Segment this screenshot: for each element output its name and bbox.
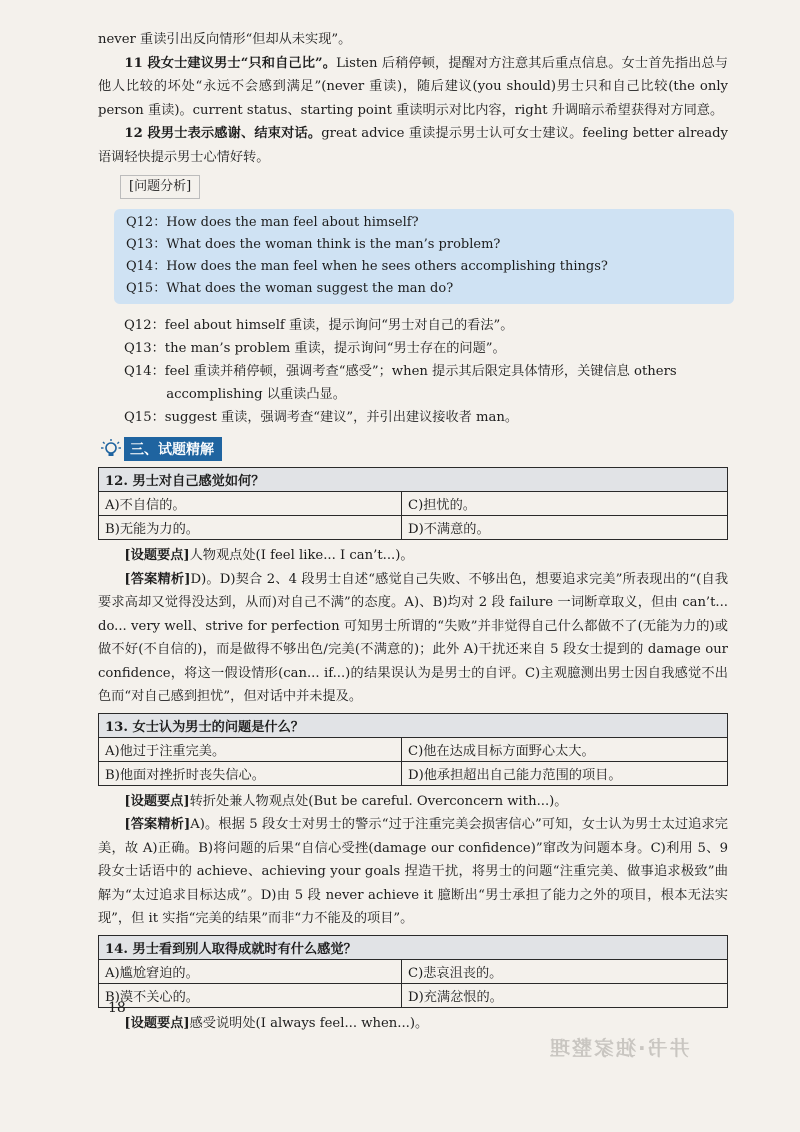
question-q15: Q15：What does the woman suggest the man do?	[126, 281, 454, 296]
section-heading	[100, 437, 728, 461]
q14-option-c: C)悲哀沮丧的。	[402, 959, 728, 983]
q12-key-text: 人物观点处(I feel like... I can’t...)。	[189, 548, 414, 563]
paragraph-12	[98, 122, 728, 169]
question-q13: Q13：What does the woman think is the man’s problem?	[126, 237, 501, 252]
q13-key-text: 转折处兼人物观点处(But be careful. Overconcern with...)。	[189, 793, 568, 809]
question-q14: Q14：How does the man feel when he sees others accomplishing things?	[126, 259, 608, 274]
note-q12: Q12：feel about himself 重读，提示询问“男士对自己的看法”。	[124, 318, 514, 333]
q12-answer-text: D)。D)契合 2、4 段男士自述“感觉自己失败、不够出色，想要追求完美”所表现出的“(自我要求高却又觉得没达到，从而)对自己不满”的态度。A)、B)均对 2 段 failure 一词断章取义，但由 can’t... do... very well、strive for perfection 可知男士所谓的“失败”并非觉得自己什么都做不了(无能为力的)或做不好(不自信的)，而是做得不够出色/完美(不满意的)；此外 A)干扰还来自 5 段女士提到的 damage our confidence，将这一假设情形(can... if...)的结果误认为是男士的自评。C)主观臆测出男士因自我感觉不出色而“对自己感到担忧”，但对话中并未提及。	[98, 571, 729, 704]
footer-watermark: 井书·独家整理	[548, 1036, 690, 1060]
paragraph-12-text: great advice 重读提示男士认可女士建议。feeling better already 语调轻快提示男士心情好转。	[98, 126, 728, 165]
q14-key-label: [设题要点]	[124, 1015, 190, 1031]
q13-option-b: B)他面对挫折时丧失信心。	[99, 761, 402, 785]
content	[98, 28, 728, 1035]
q12-option-b: B)无能为力的。	[99, 516, 402, 540]
q13-option-a: A)他过于注重完美。	[99, 737, 402, 761]
q13-key-label: [设题要点]	[124, 793, 190, 809]
q14-option-a: A)尴尬窘迫的。	[99, 959, 402, 983]
paragraph-11-label: 11 段女士建议男士“只和自己比”。	[124, 55, 337, 71]
section-title: 三、试题精解	[124, 437, 222, 461]
q13-key	[98, 790, 728, 814]
paragraph-11	[98, 52, 728, 123]
q13-answer	[98, 813, 728, 931]
q14-table	[98, 935, 728, 1008]
q13-answer-label: [答案精析]	[124, 817, 191, 832]
q14-key-text: 感受说明处(I always feel... when...)。	[189, 1015, 429, 1031]
q12-option-c: C)担忧的。	[402, 492, 728, 516]
q13-answer-text: A)。根据 5 段女士对男士的警示“过于注重完美会损害信心”可知，女士认为男士太过追求完美，故 A)正确。B)将问题的后果“自信心受挫(damage our confidence)”窜改为问题本身。C)利用 5、9 段女士话语中的 achieve、achieving your goals 捏造干扰，将男士的问题“注重完美、做事追求极致”曲解为“太过追求目标达成”。D)由 5 段 never achieve it 臆断出“男士承担了能力之外的项目，根本无法实现”，但 it 实指“完美的结果”而非“力不能及的项目”。	[98, 817, 728, 926]
q14-option-b: B)漠不关心的。	[99, 983, 402, 1007]
question-analysis-tag: [问题分析]	[120, 175, 200, 199]
question-notes	[124, 314, 728, 429]
question-list-box	[114, 209, 734, 304]
q12-option-d: D)不满意的。	[402, 516, 728, 540]
q13-stem: 13. 女士认为男士的问题是什么？	[99, 713, 728, 737]
q14-stem: 14. 男士看到别人取得成就时有什么感觉？	[99, 935, 728, 959]
page-number: 18	[108, 1000, 126, 1016]
q13-option-c: C)他在达成目标方面野心太大。	[402, 737, 728, 761]
q12-option-a: A)不自信的。	[99, 492, 402, 516]
paragraph-12-label: 12 段男士表示感谢、结束对话。	[124, 126, 322, 141]
note-q15: Q15：suggest 重读，强调考查“建议”，并引出建议接收者 man。	[124, 410, 519, 425]
q13-table	[98, 713, 728, 786]
q12-key	[98, 544, 728, 568]
q12-stem: 12. 男士对自己感觉如何？	[99, 468, 728, 492]
note-q14: Q14：feel 重读并稍停顿，强调考查“感受”；when 提示其后限定具体情形，关键信息 others accomplishing 以重读凸显。	[124, 364, 677, 402]
q12-key-label: [设题要点]	[124, 548, 190, 563]
q12-answer-label: [答案精析]	[124, 571, 191, 587]
note-q13: Q13：the man’s problem 重读，提示询问“男士存在的问题”。	[124, 341, 506, 356]
question-q12: Q12：How does the man feel about himself?	[126, 215, 419, 230]
q14-option-d: D)充满忿恨的。	[402, 983, 728, 1007]
q13-option-d: D)他承担超出自己能力范围的项目。	[402, 761, 728, 785]
q12-table	[98, 467, 728, 540]
paragraph-11-text: Listen 后稍停顿，提醒对方注意其后重点信息。女士首先指出总与他人比较的坏处“永远不会感到满足”(never 重读)，随后建议(you should)男士只和自己比较(the only person 重读)。current status、starting point 重读明示对比内容，right 升调暗示希望获得对方同意。	[98, 55, 728, 118]
paragraph-intro: never 重读引出反向情形“但却从未实现”。	[98, 32, 352, 47]
q12-answer	[98, 568, 728, 709]
lightbulb-icon	[100, 438, 122, 460]
